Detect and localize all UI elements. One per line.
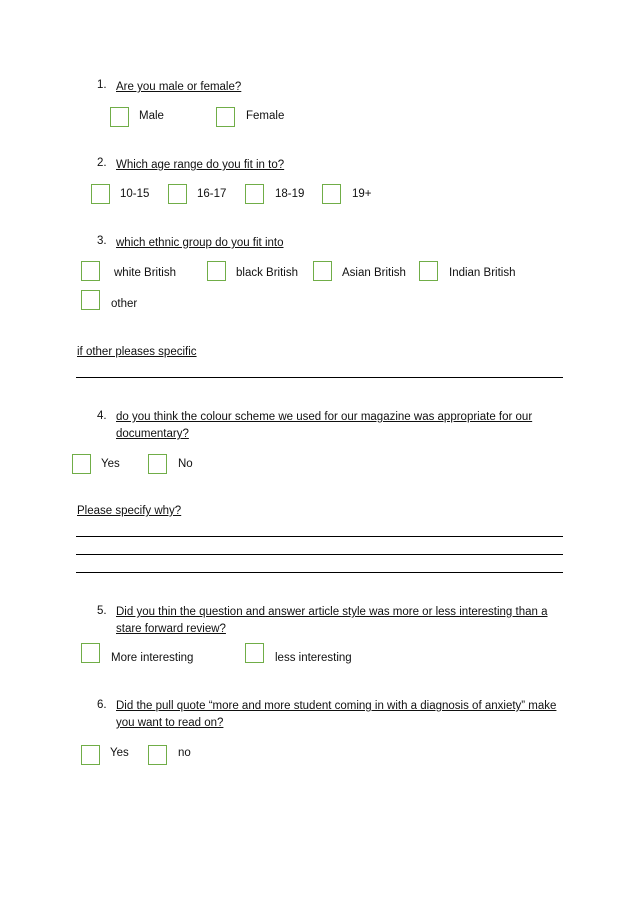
option-colour-yes-label: Yes [101, 458, 120, 470]
checkbox-male[interactable] [110, 107, 129, 127]
option-other-label: other [111, 298, 138, 310]
option-age-19-plus-label: 19+ [352, 188, 372, 200]
other-specify-answer-line[interactable] [76, 377, 563, 378]
option-more-interesting-label: More interesting [111, 652, 194, 664]
option-age-18-19-label: 18-19 [275, 188, 305, 200]
checkbox-pull-quote-yes[interactable] [81, 745, 100, 765]
checkbox-age-16-17[interactable] [168, 184, 187, 204]
option-white-british-label: white British [114, 267, 176, 279]
option-age-10-15-label: 10-15 [120, 188, 150, 200]
checkbox-age-19-plus[interactable] [322, 184, 341, 204]
checkbox-pull-quote-no[interactable] [148, 745, 167, 765]
specify-why-answer-line-1[interactable] [76, 536, 563, 537]
question-6-number: 6. [97, 699, 107, 711]
question-5-number: 5. [97, 605, 107, 617]
checkbox-less-interesting[interactable] [245, 643, 264, 663]
checkbox-age-18-19[interactable] [245, 184, 264, 204]
question-1-text: Are you male or female? [116, 81, 242, 93]
checkbox-colour-yes[interactable] [72, 454, 91, 474]
checkbox-white-british[interactable] [81, 261, 100, 281]
checkbox-asian-british[interactable] [313, 261, 332, 281]
specify-why-answer-line-2[interactable] [76, 554, 563, 555]
checkbox-colour-no[interactable] [148, 454, 167, 474]
checkbox-more-interesting[interactable] [81, 643, 100, 663]
option-male-label: Male [139, 110, 164, 122]
option-female-label: Female [246, 110, 285, 122]
other-specify-label: if other pleases specific [77, 346, 197, 358]
checkbox-age-10-15[interactable] [91, 184, 110, 204]
question-2-number: 2. [97, 157, 107, 169]
question-4-number: 4. [97, 410, 107, 422]
option-asian-british-label: Asian British [342, 267, 406, 279]
option-indian-british-label: Indian British [449, 267, 516, 279]
question-3-number: 3. [97, 235, 107, 247]
question-3-text: which ethnic group do you fit into [116, 237, 284, 249]
question-1-number: 1. [97, 79, 107, 91]
specify-why-label: Please specify why? [77, 505, 182, 517]
specify-why-answer-line-3[interactable] [76, 572, 563, 573]
option-black-british-label: black British [236, 267, 298, 279]
checkbox-black-british[interactable] [207, 261, 226, 281]
question-2-text: Which age range do you fit in to? [116, 159, 285, 171]
checkbox-female[interactable] [216, 107, 235, 127]
checkbox-other[interactable] [81, 290, 100, 310]
question-5-text: Did you thin the question and answer article style was more or less interesting than a stare forward review? [116, 606, 548, 635]
question-6-text: Did the pull quote “more and more student coming in with a diagnosis of anxiety” make you want to read on? [116, 700, 557, 729]
question-4-text: do you think the colour scheme we used for our magazine was appropriate for our documentary? [116, 411, 533, 440]
checkbox-indian-british[interactable] [419, 261, 438, 281]
option-pull-quote-yes-label: Yes [110, 747, 129, 759]
option-age-16-17-label: 16-17 [197, 188, 227, 200]
option-less-interesting-label: less interesting [275, 652, 352, 664]
option-pull-quote-no-label: no [178, 747, 191, 759]
option-colour-no-label: No [178, 458, 193, 470]
